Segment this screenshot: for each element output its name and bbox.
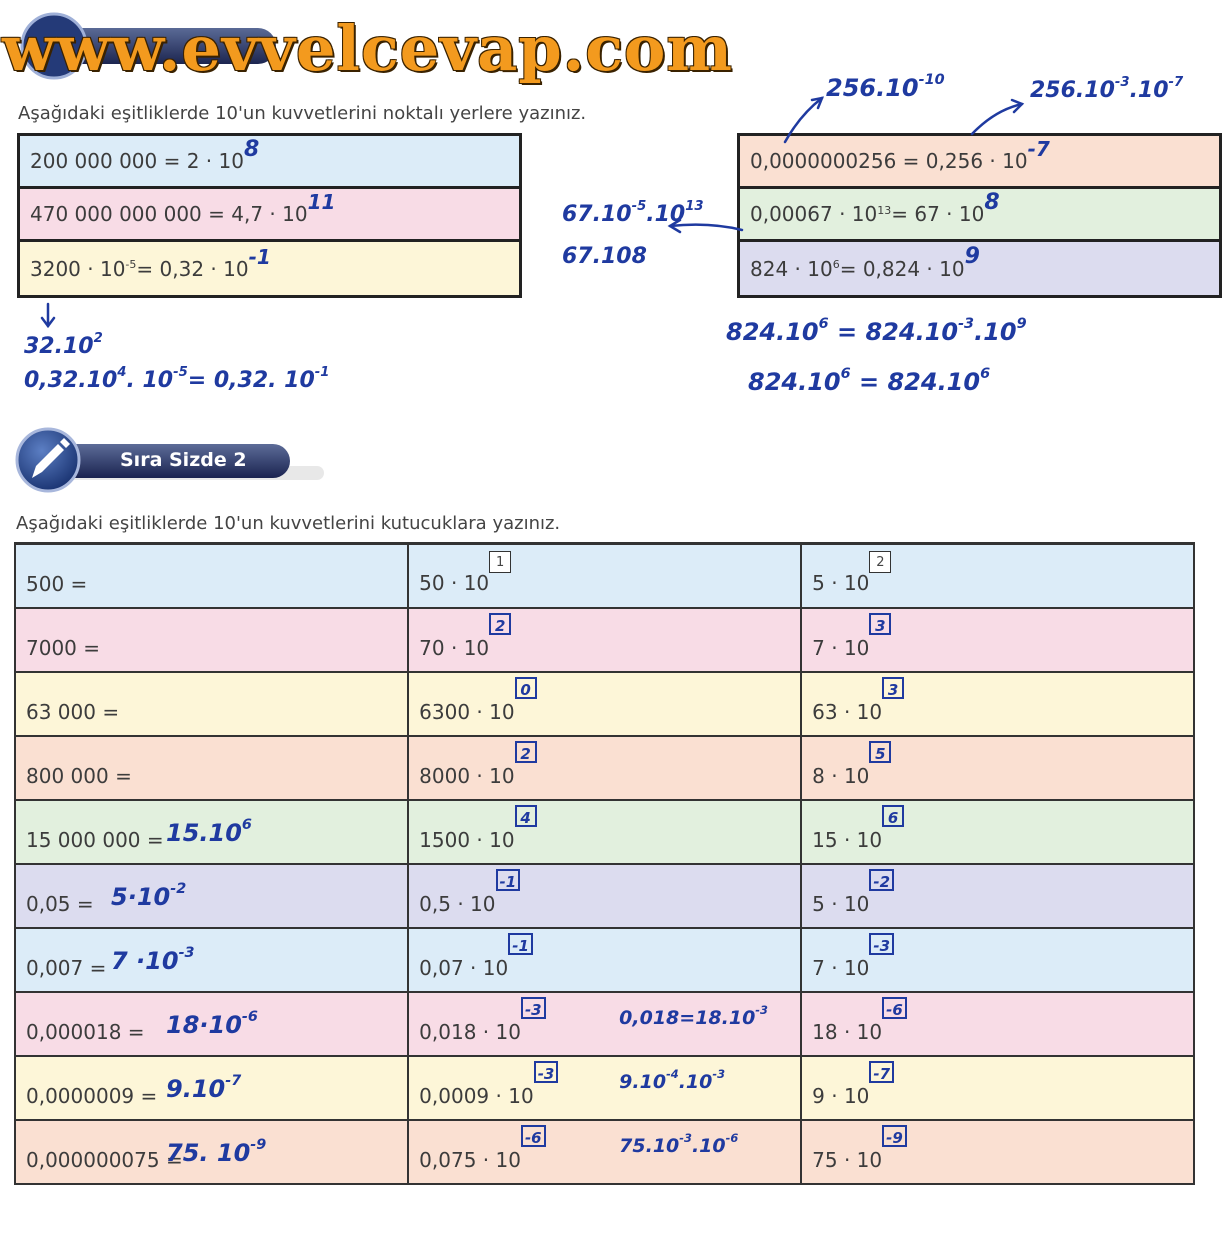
handwritten-answer: 75. $10^{-9}$ bbox=[166, 1136, 267, 1167]
table-row bbox=[15, 544, 1194, 608]
exponent-box[interactable]: 1 bbox=[489, 551, 511, 573]
expression-cell: 75 · 10-9 bbox=[801, 1120, 1194, 1184]
handwritten-note: $0,018=18.10^{-3}$ bbox=[619, 1003, 768, 1029]
number-cell: 7000 = bbox=[15, 608, 408, 672]
expression-cell: 7 · 10-3 bbox=[801, 928, 1194, 992]
note: $67.10^{-5}.10^{13}$ bbox=[562, 199, 704, 227]
note: 67.108 bbox=[562, 244, 647, 269]
powers-of-ten-table bbox=[14, 542, 1195, 1185]
handwritten-answer: $7 \cdot 10^{-3}$ bbox=[111, 944, 195, 975]
exponent-box[interactable]: -6 bbox=[882, 997, 907, 1019]
expression-cell: 63 · 103 bbox=[801, 672, 1194, 736]
expression-cell: 0,07 · 10-1 bbox=[408, 928, 801, 992]
answer-exponent: -1 bbox=[248, 244, 271, 269]
watermark: www.evvelcevap.com bbox=[2, 12, 733, 85]
table-row bbox=[15, 928, 1194, 992]
expression-cell: 70 · 102 bbox=[408, 608, 801, 672]
note: $256.10^{-3}.10^{-7}$ bbox=[1030, 75, 1184, 103]
note: 32.10$^2$ bbox=[24, 331, 103, 359]
equation-row: 824 · 10 $^6$ = 0,824 · 10 9 bbox=[740, 242, 1219, 295]
handwritten-answer: $9.10^{-7}$ bbox=[166, 1072, 242, 1103]
exponent-box[interactable]: -1 bbox=[496, 869, 521, 891]
handwritten-answer: $5\cdot 10^{-2}$ bbox=[111, 880, 187, 911]
table-row bbox=[15, 608, 1194, 672]
exponent-box[interactable]: 6 bbox=[882, 805, 904, 827]
handwritten-answer: 15.10$^6$ bbox=[166, 816, 252, 847]
exponent-box[interactable]: 5 bbox=[869, 741, 891, 763]
exponent-box[interactable]: -3 bbox=[521, 997, 546, 1019]
expression-cell: 0,5 · 10-1 bbox=[408, 864, 801, 928]
handwritten-note: $75.10^{-3}.10^{-6}$ bbox=[619, 1131, 739, 1157]
exponent-box[interactable]: -1 bbox=[508, 933, 533, 955]
number-cell: 500 = bbox=[15, 544, 408, 608]
expression-cell: 50 · 101 bbox=[408, 544, 801, 608]
exponent-box[interactable]: -9 bbox=[882, 1125, 907, 1147]
exponent-box[interactable]: -6 bbox=[521, 1125, 546, 1147]
exponent-box[interactable]: 4 bbox=[515, 805, 537, 827]
answer-exponent: -7 bbox=[1027, 137, 1050, 161]
instruction-1: Aşağıdaki eşitliklerde 10'un kuvvetlerini noktalı yerlere yazınız. bbox=[18, 103, 587, 124]
number-cell: 63 000 = bbox=[15, 672, 408, 736]
number-cell: 800 000 = bbox=[15, 736, 408, 800]
table-row bbox=[15, 1056, 1194, 1120]
expression-cell: 5 · 10-2 bbox=[801, 864, 1194, 928]
handwritten-note: $9.10^{-4}.10^{-3}$ bbox=[619, 1067, 726, 1093]
exponent-box[interactable]: 2 bbox=[869, 551, 891, 573]
note: $824.10^6 = 824.10^6$ bbox=[748, 366, 991, 396]
expression-cell: 9 · 10-7 bbox=[801, 1056, 1194, 1120]
table-row bbox=[15, 1120, 1194, 1184]
note: $256.10^{-10}$ bbox=[826, 72, 945, 102]
expression-cell: 15 · 106 bbox=[801, 800, 1194, 864]
equation-row: 0,00067 · 10 $^{13}$ = 67 · 10 8 bbox=[740, 189, 1219, 242]
number-cell: 0,007 = $7 \cdot 10^{-3}$ bbox=[15, 928, 408, 992]
expression-cell: 0,018 · 10-3 $0,018=18.10^{-3}$ bbox=[408, 992, 801, 1056]
note: $824.10^6 = 824.10^{-3}.10^9$ bbox=[726, 316, 1027, 346]
exponent-box[interactable]: -7 bbox=[869, 1061, 894, 1083]
expression-cell: 0,0009 · 10-3 $9.10^{-4}.10^{-3}$ bbox=[408, 1056, 801, 1120]
table-row bbox=[15, 800, 1194, 864]
exponent-box[interactable]: 3 bbox=[882, 677, 904, 699]
exponent-box[interactable]: -3 bbox=[534, 1061, 559, 1083]
exponent-box[interactable]: 3 bbox=[869, 613, 891, 635]
number-cell: 0,05 = $5\cdot 10^{-2}$ bbox=[15, 864, 408, 928]
expression-cell: 7 · 103 bbox=[801, 608, 1194, 672]
equation-row: 3200 · 10 $^{-5}$ = 0,32 · 10 -1 bbox=[20, 242, 519, 295]
instruction-2: Aşağıdaki eşitliklerde 10'un kuvvetlerini kutucuklara yazınız. bbox=[16, 513, 561, 534]
expression-cell: 5 · 102 bbox=[801, 544, 1194, 608]
number-cell: 15 000 000 = 15.10$^6$ bbox=[15, 800, 408, 864]
handwritten-answer: $18\cdot 10^{-6}$ bbox=[166, 1008, 258, 1039]
answer-exponent: 11 bbox=[307, 190, 336, 214]
exponent-box[interactable]: -3 bbox=[869, 933, 894, 955]
number-cell: 0,0000009 = $9.10^{-7}$ bbox=[15, 1056, 408, 1120]
expression-cell: 8000 · 102 bbox=[408, 736, 801, 800]
answer-exponent: 8 bbox=[984, 189, 1000, 215]
answer-exponent: 8 bbox=[243, 136, 260, 162]
number-cell: 0,000018 = $18\cdot 10^{-6}$ bbox=[15, 992, 408, 1056]
note: 0,32.10$^4$. $10^{-5}= 0,32$. $10^{-1}$ bbox=[24, 365, 330, 393]
equation-row: 470 000 000 000 = 4,7 · 10 11 bbox=[20, 189, 519, 242]
table-row bbox=[15, 736, 1194, 800]
exponent-box[interactable]: 2 bbox=[489, 613, 511, 635]
expression-cell: 8 · 105 bbox=[801, 736, 1194, 800]
exponent-box[interactable]: 0 bbox=[515, 677, 537, 699]
number-cell: 0,000000075 = 75. $10^{-9}$ bbox=[15, 1120, 408, 1184]
expression-cell: 6300 · 100 bbox=[408, 672, 801, 736]
exponent-box[interactable]: 2 bbox=[515, 741, 537, 763]
table-row bbox=[15, 992, 1194, 1056]
exponent-box[interactable]: -2 bbox=[869, 869, 894, 891]
answer-exponent: 9 bbox=[964, 244, 980, 269]
expression-cell: 18 · 10-6 bbox=[801, 992, 1194, 1056]
equation-row: 0,0000000256 = 0,256 · 10 -7 bbox=[740, 136, 1219, 189]
equation-row: 200 000 000 = 2 · 10 8 bbox=[20, 136, 519, 189]
expression-cell: 0,075 · 10-6 $75.10^{-3}.10^{-6}$ bbox=[408, 1120, 801, 1184]
table-row bbox=[15, 672, 1194, 736]
table-row bbox=[15, 864, 1194, 928]
badge-label: Sıra Sizde 2 bbox=[120, 449, 247, 471]
expression-cell: 1500 · 104 bbox=[408, 800, 801, 864]
